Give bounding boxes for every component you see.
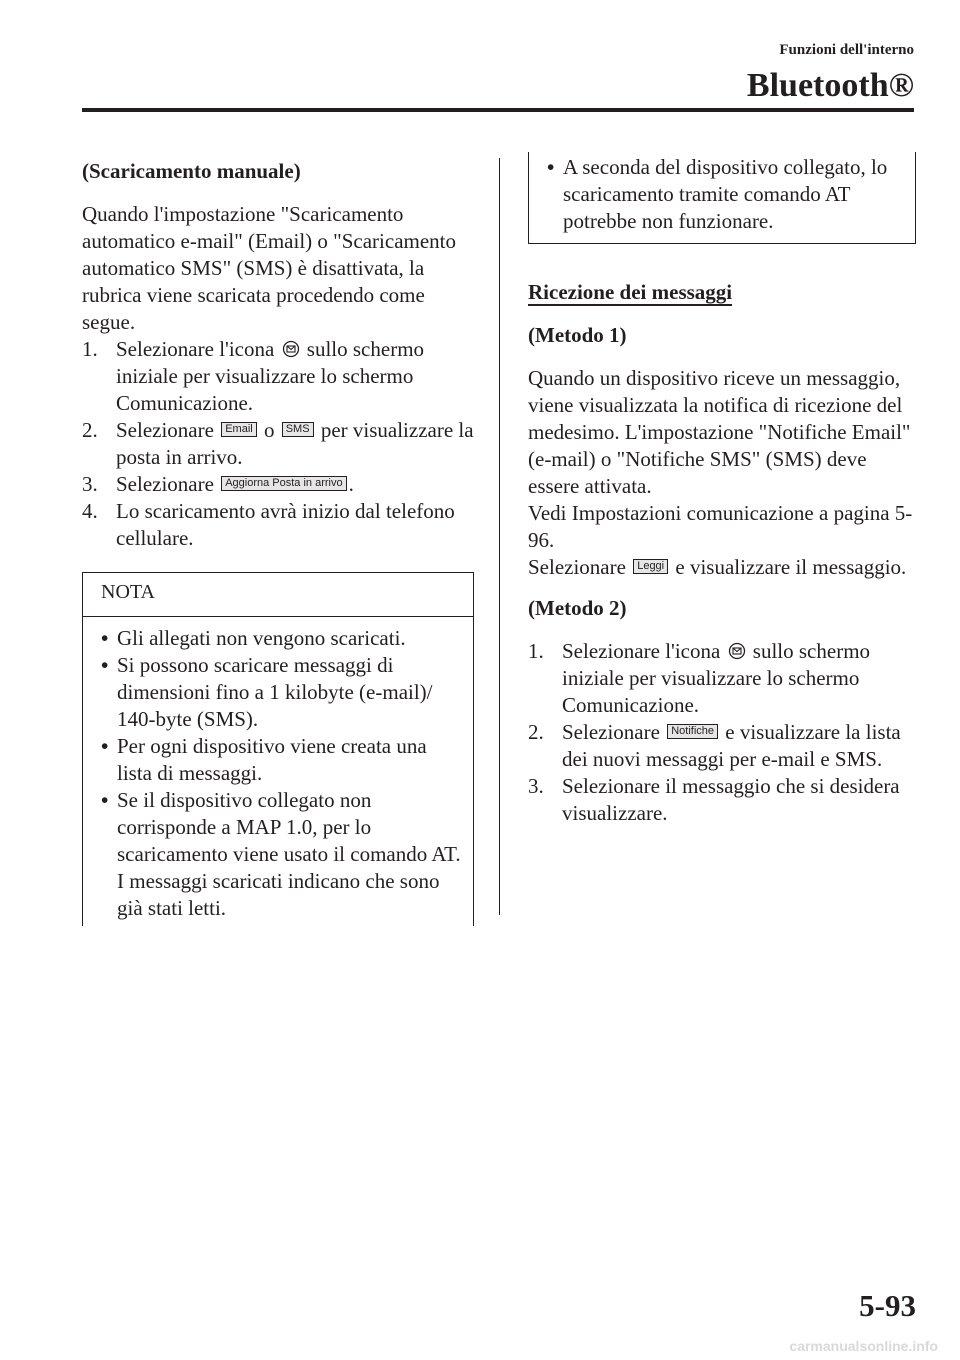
email-button[interactable]: Email xyxy=(221,422,257,437)
note-item xyxy=(101,625,463,652)
header-rule xyxy=(82,108,914,112)
method-2-step-1 xyxy=(528,638,916,719)
step-number: 1. xyxy=(528,639,544,663)
step-3 xyxy=(82,471,474,498)
sms-button[interactable]: SMS xyxy=(282,422,314,437)
note-body xyxy=(83,617,473,926)
step-number: 2. xyxy=(528,720,544,744)
intro-paragraph: Quando l'impostazione "Scaricamento automatico e-mail" (Email) o "Scaricamento automatico SMS" (SMS) è disattivata, la rubrica viene scaricata procedendo come segue. xyxy=(82,202,457,334)
step-text: . xyxy=(348,472,354,496)
step-text: sullo schermo iniziale per visualizzare lo schermo Comunicazione. xyxy=(562,639,871,717)
update-inbox-button[interactable]: Aggiorna Posta in arrivo xyxy=(221,476,346,491)
column-divider xyxy=(499,158,500,915)
step-number: 2. xyxy=(82,418,98,442)
bullet: • xyxy=(101,734,109,758)
note-text: Se il dispositivo collegato non corrisponde a MAP 1.0, per lo scaricamento viene usato il comando AT. I messaggi scaricati indicano che sono già stati letti. xyxy=(117,788,461,920)
step-text: sullo schermo iniziale per visualizzare lo schermo Comunicazione. xyxy=(116,337,425,415)
step-4 xyxy=(82,498,474,552)
step-number: 3. xyxy=(528,774,544,798)
section-title: Funzioni dell'interno xyxy=(779,42,914,58)
step-text: Lo scaricamento avrà inizio dal telefono cellulare. xyxy=(116,499,455,550)
manual-download-heading: (Scaricamento manuale) xyxy=(82,159,301,183)
right-column xyxy=(528,155,916,827)
note-text: A seconda del dispositivo collegato, lo scaricamento tramite comando AT potrebbe non funzionare. xyxy=(563,155,888,233)
step-text: Selezionare xyxy=(562,720,660,744)
method-2-step-2 xyxy=(528,719,916,773)
left-column xyxy=(82,158,474,926)
method-2-step-3 xyxy=(528,773,916,827)
note-item xyxy=(101,787,463,922)
note-box-continued xyxy=(528,152,916,244)
step-text: o xyxy=(263,418,275,442)
bullet: • xyxy=(101,788,109,812)
step-text: Selezionare l'icona xyxy=(562,639,721,663)
message-icon xyxy=(282,340,300,358)
step-text: Selezionare il messaggio che si desidera visualizzare. xyxy=(562,774,900,825)
note-text: Si possono scaricare messaggi di dimensioni fino a 1 kilobyte (e-mail)/ 140-byte (SMS). xyxy=(117,653,433,731)
method-1-paragraph: Quando un dispositivo riceve un messaggio, viene visualizzata la notifica di ricezione del medesimo. L'impostazione "Notifiche Email" (e-mail) o "Notifiche SMS" (SMS) deve essere attivata. xyxy=(528,366,911,498)
note-text: Per ogni dispositivo viene creata una lista di messaggi. xyxy=(117,734,427,785)
chapter-title: Bluetooth® xyxy=(746,67,914,104)
method-1-reference: Vedi Impostazioni comunicazione a pagina 5-96. xyxy=(528,501,913,552)
step-text: per visualizzare la posta in arrivo. xyxy=(116,418,474,469)
method-2-heading: (Metodo 2) xyxy=(528,596,627,620)
bullet: • xyxy=(547,155,555,179)
method-1-heading: (Metodo 1) xyxy=(528,323,627,347)
bullet: • xyxy=(101,653,109,677)
page-number: 5-93 xyxy=(859,1288,916,1323)
step-number: 4. xyxy=(82,499,98,523)
step-number: 1. xyxy=(82,337,98,361)
step-text: Selezionare l'icona xyxy=(116,337,275,361)
step-text: Selezionare xyxy=(116,418,214,442)
read-button[interactable]: Leggi xyxy=(633,559,668,574)
footer-watermark: carmanualsonline.info xyxy=(789,1338,938,1354)
note-text: Gli allegati non vengono scaricati. xyxy=(117,626,406,650)
note-item xyxy=(101,733,463,787)
note-box xyxy=(82,572,474,926)
bullet: • xyxy=(101,626,109,650)
note-item xyxy=(547,154,903,235)
step-2 xyxy=(82,417,474,471)
note-item xyxy=(101,652,463,733)
message-icon xyxy=(728,642,746,660)
select-text: e visualizzare il messaggio. xyxy=(675,555,907,579)
receive-messages-title: Ricezione dei messaggi xyxy=(528,280,733,304)
step-text: e visualizzare la lista dei nuovi messaggi per e-mail e SMS. xyxy=(562,720,901,771)
notifications-button[interactable]: Notifiche xyxy=(667,724,718,739)
page-header xyxy=(747,42,914,103)
note-title: NOTA xyxy=(83,573,473,617)
method-1-select xyxy=(528,554,916,581)
step-number: 3. xyxy=(82,472,98,496)
step-1 xyxy=(82,336,474,417)
step-text: Selezionare xyxy=(116,472,214,496)
select-text: Selezionare xyxy=(528,555,626,579)
